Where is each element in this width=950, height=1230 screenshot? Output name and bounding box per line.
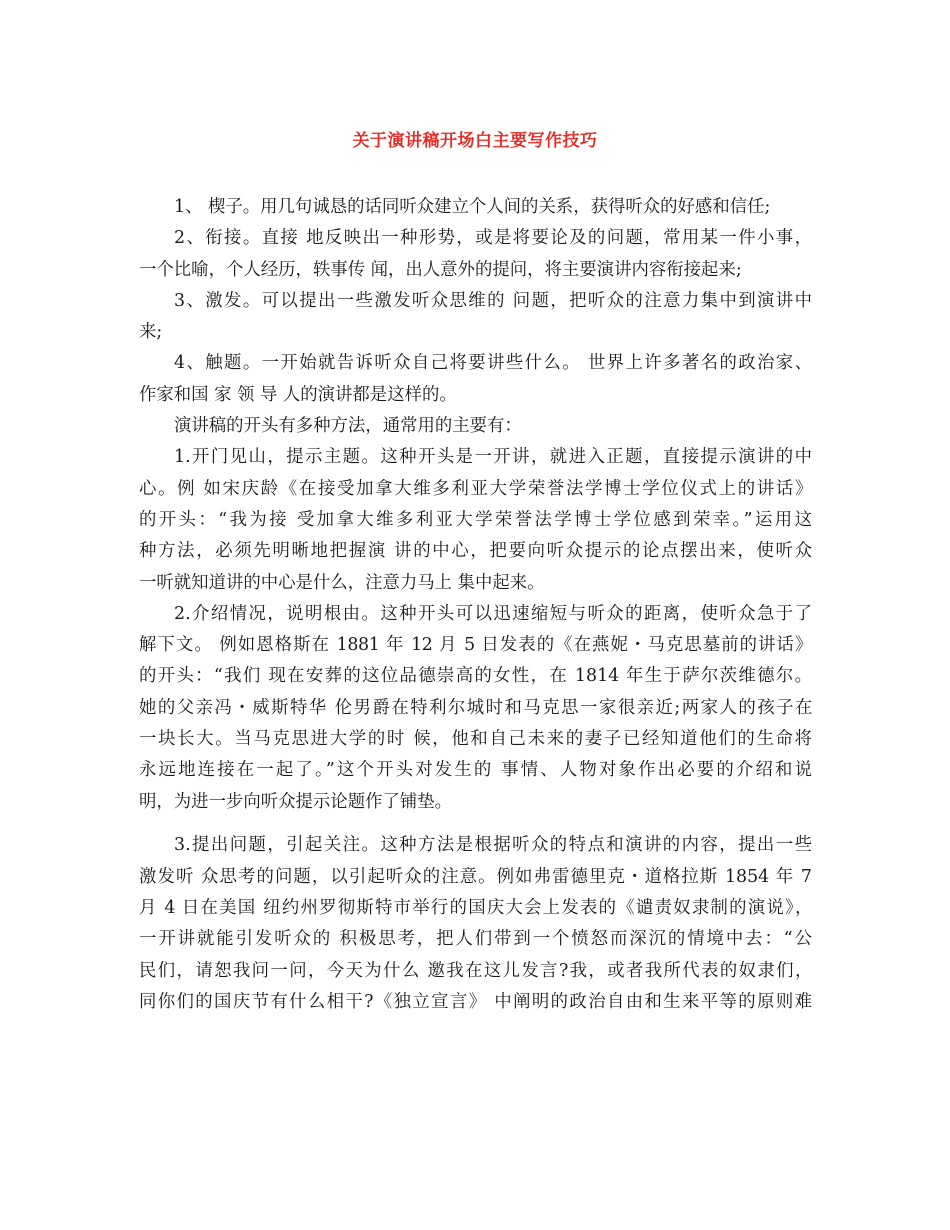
paragraph-7-line-4: 她的父亲冯・威斯特华 伦男爵在特利尔城时和马克思一家很亲近;两家人的孩子在 — [139, 697, 812, 718]
paragraph-8-line-3: 月 4 日在美国 纽约州罗彻斯特市举行的国庆大会上发表的《谴责奴隶制的演说》， — [139, 897, 812, 918]
paragraph-8-line-1: 3.提出问题，引起关注。这种方法是根据听众的特点和演讲的内容，提出一些 — [174, 835, 812, 856]
paragraph-2-line-2: 一个比喻，个人经历，轶事传 闻，出人意外的提问，将主要演讲内容衔接起来; — [139, 259, 742, 280]
paragraph-3-line-1: 3、激发。可以提出一些激发听众思维的 问题，把听众的注意力集中到演讲中 — [174, 290, 812, 311]
document-body — [139, 192, 812, 1018]
paragraph-6-line-5: 一听就知道讲的中心是什么，注意力马上 集中起来。 — [139, 572, 545, 593]
paragraph-7-line-7: 明，为进一步向听众提示论题作了铺垫。 — [139, 791, 453, 812]
paragraph-6-line-4: 种方法，必须先明晰地把握演 讲的中心，把要向听众提示的论点摆出来，使听众 — [139, 541, 812, 562]
paragraph-2-line-1: 2、衔接。直接 地反映出一种形势，或是将要论及的问题，常用某一件小事， — [174, 228, 812, 249]
paragraph-4-line-2: 作家和国 家 领 导 人的演讲都是这样的。 — [139, 384, 457, 405]
paragraph-7-line-2: 解下文。 例如恩格斯在 1881 年 12 月 5 日发表的《在燕妮・马克思墓前的讲话》 — [139, 635, 812, 656]
paragraph-6-line-2: 心。例 如宋庆龄《在接受加拿大维多利亚大学荣誉法学博士学位仪式上的讲话》 — [139, 478, 812, 499]
paragraph-8-line-4: 一开讲就能引发听众的 积极思考，把人们带到一个愤怒而深沉的情境中去：“公 — [139, 929, 812, 950]
paragraph-5-line-1: 演讲稿的开头有多种方法，通常用的主要有： — [174, 416, 522, 437]
paragraph-8-line-6: 同你们的国庆节有什么相干?《独立宣言》 中阐明的政治自由和生来平等的原则难 — [139, 991, 812, 1012]
paragraph-7-line-5: 一块长大。当马克思进大学的时 候，他和自己未来的妻子已经知道他们的生命将 — [139, 729, 812, 750]
paragraph-8-line-5: 民们，请恕我问一问，今天为什么 邀我在这儿发言?我，或者我所代表的奴隶们， — [139, 960, 812, 981]
paragraph-7-line-3: 的开头：“我们 现在安葬的这位品德崇高的女性，在 1814 年生于萨尔茨维德尔。 — [139, 666, 812, 687]
document-title: 关于演讲稿开场白主要写作技巧 — [352, 131, 598, 151]
paragraph-6-line-1: 1.开门见山，提示主题。这种开头是一开讲，就进入正题，直接提示演讲的中 — [174, 447, 812, 468]
paragraph-7-line-1: 2.介绍情况，说明根由。这种开头可以迅速缩短与听众的距离，使听众急于了 — [174, 603, 812, 624]
paragraph-7-line-6: 永远地连接在一起了。”这个开头对发生的 事情、人物对象作出必要的介绍和说 — [139, 760, 812, 781]
paragraph-3-line-2: 来; — [139, 322, 163, 343]
paragraph-8-line-2: 激发听 众思考的问题，以引起听众的注意。例如弗雷德里克・道格拉斯 1854 年 7 — [139, 866, 812, 887]
paragraph-4-line-1: 4、触题。一开始就告诉听众自己将要讲些什么。 世界上许多著名的政治家、 — [174, 353, 812, 374]
paragraph-gap — [139, 818, 812, 830]
paragraph-1-line-1: 1、 楔子。用几句诚恳的话同听众建立个人间的关系，获得听众的好感和信任; — [174, 197, 771, 217]
paragraph-6-line-3: 的开头：“我为接 受加拿大维多利亚大学荣誉法学博士学位感到荣幸。”运用这 — [139, 509, 812, 530]
